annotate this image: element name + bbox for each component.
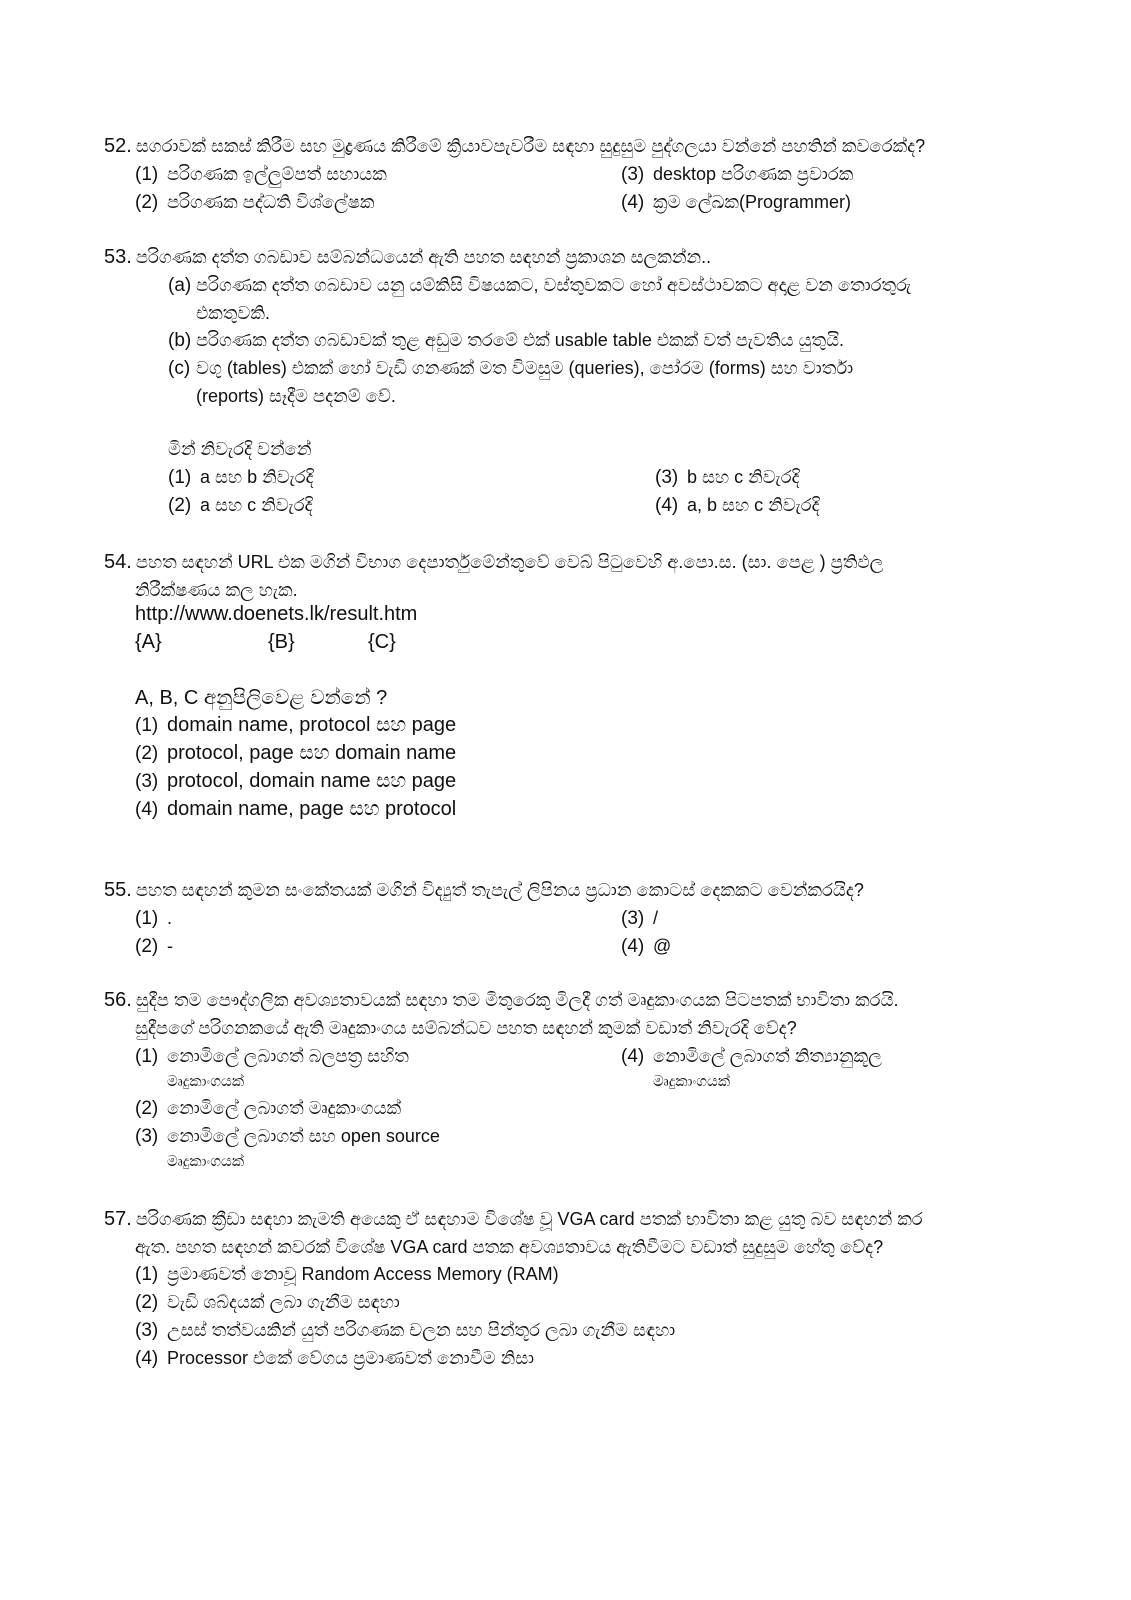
statement-c: (c) වගු (tables) එකක් හෝ වැඩි ගනණක් මත විමසුම (queries), පෝරම (forms) සහ වාර්තා bbox=[168, 358, 854, 379]
option-2: (2) වැඩි ශබ්දයක් ලබා ගැනීම සඳහා bbox=[135, 1292, 400, 1313]
option-2: (2) protocol, page සහ domain name bbox=[135, 742, 457, 764]
question-text: පහත සඳහන් URL එක මගින් විභාග දෙපාර්තුමේන්තුවේ වෙබ් පිටුවෙහි අ.පො.ස. (සා. පෙළ ) ප්‍රතිඵල bbox=[135, 552, 884, 572]
option-2: (2) නොමිලේ ලබාගත් මෘදුකාංගයක් bbox=[135, 1098, 402, 1119]
option-1: (1) පරිගණක ඉල්ලුම්පත් සහායක bbox=[135, 164, 387, 185]
option-3: (3) උසස් තත්වයකින් යුත් පරිගණක චලන සහ පින්තූර ලබා ගැනීම සඳහා bbox=[135, 1320, 676, 1341]
option-2: (2) - bbox=[135, 936, 173, 957]
question-text: පරිගණක ක්‍රීඩා සඳහා කැමති අයෙකු ඒ සඳහාම විශේෂ වූ VGA card පතක් භාවිතා කළ යුතු බව සඳහන් කර bbox=[135, 1209, 923, 1229]
question-number: 56. bbox=[104, 989, 132, 1011]
option-4: (4) ක්‍රම ලේඛක(Programmer) bbox=[621, 192, 852, 213]
option-3: (3) desktop පරිගණක ප්‍රවාරක bbox=[621, 164, 854, 185]
option-3: (3) b සහ c නිවැරදි bbox=[655, 467, 800, 488]
option-3: (3) නොමිලේ ලබාගත් සහ open source bbox=[135, 1126, 440, 1147]
statement-b: (b) පරිගණක දත්ත ගබඩාවක් තුළ අඩුම තරමේ එක් usable table එකක් වත් පැවතිය යුතුයි. bbox=[168, 330, 845, 351]
answer-prompt: A, B, C අනුපිලිවෙළ වන්නේ ? bbox=[135, 687, 388, 709]
option-1: (1) . bbox=[135, 908, 173, 929]
question-number: 52. bbox=[104, 135, 132, 157]
option-1: (1) නොමිලේ ලබාගත් බලපත්‍ර සහිත bbox=[135, 1046, 409, 1067]
question-text: පහත සඳහන් කුමන සංකේතයක් මගින් විද්‍යුත් තැපැල් ලිපිනය ප්‍රධාන කොටස් දෙකකට වෙන්කරයිද? bbox=[135, 880, 864, 900]
option-1: (1) ප්‍රමාණවත් නොවූ Random Access Memory (RAM) bbox=[135, 1264, 559, 1285]
option-4: (4) නොමිලේ ලබාගත් නිත්‍යානුකූල bbox=[621, 1046, 882, 1067]
question-text: පරිගණක දත්ත ගබඩාව සම්බන්ධයෙන් ඇති පහත සඳහන් ප්‍රකාශන සලකන්න.. bbox=[135, 247, 712, 267]
question-text: සගරාවක් සකස් කිරීම සහ මුද්‍රණය කිරීමේ ක්‍රියාවපැවරීම සඳහා සුදුසුම පුද්ගලයා වන්නේ පහතින් කවරෙක්ද? bbox=[135, 136, 926, 156]
exam-page: 52. සගරාවක් සකස් කිරීම සහ මුද්‍රණය කිරීමේ ක්‍රියාවපැවරීම සඳහා සුදුසුම පුද්ගලයා වන්නේ පහතින් කවරෙක්ද? (1) පරිගණක ඉල්ලුම්පත් සහායක (2) පරිගණක පද්ධති විශ්ලේෂක (3) desktop පරිගණක ප්‍රවාරක (4) ක්‍රම ලේඛක(Programmer) 53. පරිගණක දත්ත ගබඩාව සම්බන්ධයෙන් ඇති පහත සඳහන් ප්‍රකාශන සලකන්න.. (a) පරිගණක දත්ත ගබඩාව යනු යම්කිසි විෂයකට, වස්තුවකට හෝ අවස්ථාවකට අදාළ වන තොරතුරු එකතුවකි. (b) පරිගණක දත්ත ගබඩාවක් තුළ අඩුම තරමේ එක් usable table එකක් වත් පැවතිය යුතුයි. (c) වගු (tables) එකක් හෝ වැඩි ගනණක් මත විමසුම (queries), පෝරම (forms) සහ වාර්තා (reports) සෑදීම පදනම් වේ. මින් නිවැරදි වන්නේ (1) a සහ b නිවැරදි (2) a සහ c නිවැරදි (3) b සහ c නිවැරදි (4) a, b සහ c නිවැරදි 54. පහත සඳහන් URL එක මගින් විභාග දෙපාර්තුමේන්තුවේ වෙබ් පිටුවෙහි අ.පො.ස. (සා. පෙළ ) ප්‍රතිඵල නිරීක්ෂණය කල හැක. http://www.doenets.lk/result.htm {A} {B} {C} A, B, C අනුපිලිවෙළ වන්නේ ? (1) domain name, protocol සහ page (2) protocol, page සහ domain name (3) protocol, domain name සහ page (4) domain name, page සහ protocol 55. පහත සඳහන් කුමන සංකේතයක් මගින් විද්‍යුත් තැපැල් ලිපිනය ප්‍රධාන කොටස් දෙකකට වෙන්කරයිද? (1) . (2) - (3) / (4) @ 56. සුදීප තම පෞද්ගලික අවශ්‍යතාවයක් සඳහා තම මිතුරෙකු මිලදී ගත් මෘදුකාංගයක පිටපතක් භාවිතා කරයි. සුදීපගේ පරිගනකයේ ඇති මෘදුකාංගය සම්බන්ධව පහත සඳහන් කුමක් වඩාත් නිවැරදි වේද? (1) නොමිලේ ලබාගත් බලපත්‍ර සහිත මෘදුකාංගයක් (2) නොමිලේ ලබාගත් මෘදුකාංගයක් (3) නොමිලේ ලබාගත් සහ open source මෘදුකාංගයක් (4) නොමිලේ ලබාගත් නිත්‍යානුකූල මෘදුකාංගයක් 57. පරිගණක ක්‍රීඩා සඳහා කැමති අයෙකු ඒ සඳහාම විශේෂ වූ VGA card පතක් භාවිතා කළ යුතු බව සඳහන් කර ඇත. පහත සඳහන් කවරක් විශේෂ VGA card පතක අවශ්‍යතාවය ඇතිවීමට වඩාත් සුදුසුම හේතු වේද? (1) ප්‍රමාණවත් නොවූ Random Access Memory (RAM) (2) වැඩි ශබ්දයක් ලබා ගැනීම සඳහා (3) උසස් තත්වයකින් යුත් පරිගණක චලන සහ පින්තූර ලබා ගැනීම සඳහා (4) Processor එකේ වේගය ප්‍රමාණවත් නොවීම නිසා bbox=[0, 0, 1131, 1600]
question-number: 57. bbox=[104, 1208, 132, 1230]
option-4: (4) domain name, page සහ protocol bbox=[135, 798, 457, 820]
option-2: (2) a සහ c නිවැරදි bbox=[168, 495, 313, 516]
option-3: (3) / bbox=[621, 908, 659, 929]
url-text: http://www.doenets.lk/result.htm bbox=[135, 603, 418, 625]
option-4: (4) a, b සහ c නිවැරදි bbox=[655, 495, 820, 516]
option-2: (2) පරිගණක පද්ධති විශ්ලේෂක bbox=[135, 192, 375, 213]
label-c: {C} bbox=[368, 631, 396, 653]
option-1: (1) domain name, protocol සහ page bbox=[135, 714, 457, 736]
option-1: (1) a සහ b නිවැරදි bbox=[168, 467, 314, 488]
question-text: සුදීප තම පෞද්ගලික අවශ්‍යතාවයක් සඳහා තම මිතුරෙකු මිලදී ගත් මෘදුකාංගයක පිටපතක් භාවිතා කරයි. bbox=[135, 990, 899, 1010]
question-number: 53. bbox=[104, 246, 132, 268]
option-4: (4) Processor එකේ වේගය ප්‍රමාණවත් නොවීම නිසා bbox=[135, 1348, 535, 1369]
option-4: (4) @ bbox=[621, 936, 672, 957]
label-a: {A} bbox=[135, 631, 162, 653]
statement-a: (a) පරිගණක දත්ත ගබඩාව යනු යම්කිසි විෂයකට, වස්තුවකට හෝ අවස්ථාවකට අදාළ වන තොරතුරු bbox=[168, 275, 912, 296]
answer-prompt: මින් නිවැරදි වන්නේ bbox=[168, 439, 312, 459]
option-3: (3) protocol, domain name සහ page bbox=[135, 770, 457, 792]
label-b: {B} bbox=[268, 631, 295, 653]
question-number: 54. bbox=[104, 551, 132, 573]
question-number: 55. bbox=[104, 879, 132, 901]
